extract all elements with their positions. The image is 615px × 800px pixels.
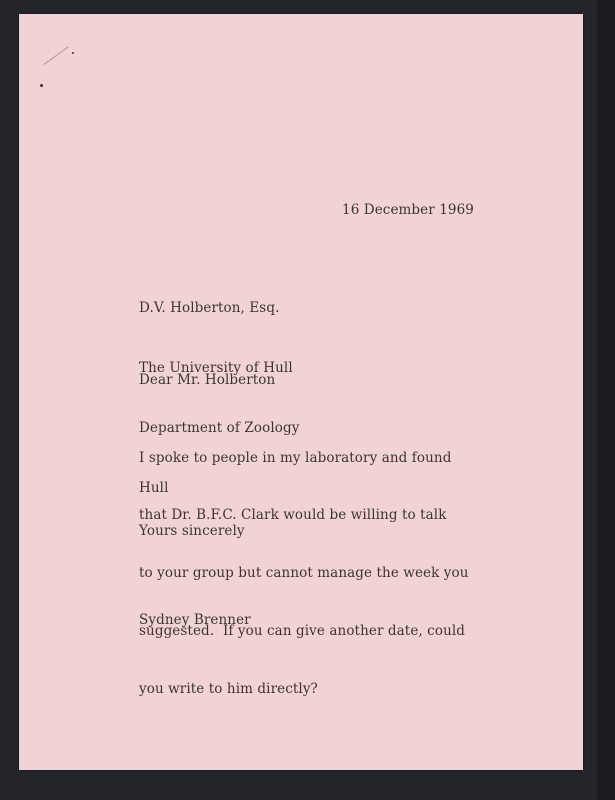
recipient-name-line: D.V. Holberton, Esq. xyxy=(139,300,280,316)
body-line: you write to him directly? xyxy=(139,681,318,698)
body-line: I spoke to people in my laboratory and found xyxy=(139,449,452,466)
body-line: that Dr. B.F.C. Clark would be willing to talk xyxy=(139,507,447,524)
recipient-department-line: Department of Zoology xyxy=(139,420,300,436)
letter-signature: Sydney Brenner xyxy=(139,612,251,628)
paper-speck xyxy=(40,84,43,87)
recipient-institution-line: The University of Hull xyxy=(139,360,293,376)
letter-date: 16 December 1969 xyxy=(342,202,474,218)
letter-salutation: Dear Mr. Holberton xyxy=(139,372,276,388)
letter-closing: Yours sincerely xyxy=(139,523,245,539)
recipient-city-line: Hull xyxy=(139,480,169,496)
body-line: suggested. If you can give another date, could xyxy=(139,623,466,640)
scan-edge xyxy=(597,0,615,800)
paper-speck xyxy=(72,52,74,54)
body-line: to your group but cannot manage the week you xyxy=(139,565,469,582)
letter-body xyxy=(139,410,469,719)
